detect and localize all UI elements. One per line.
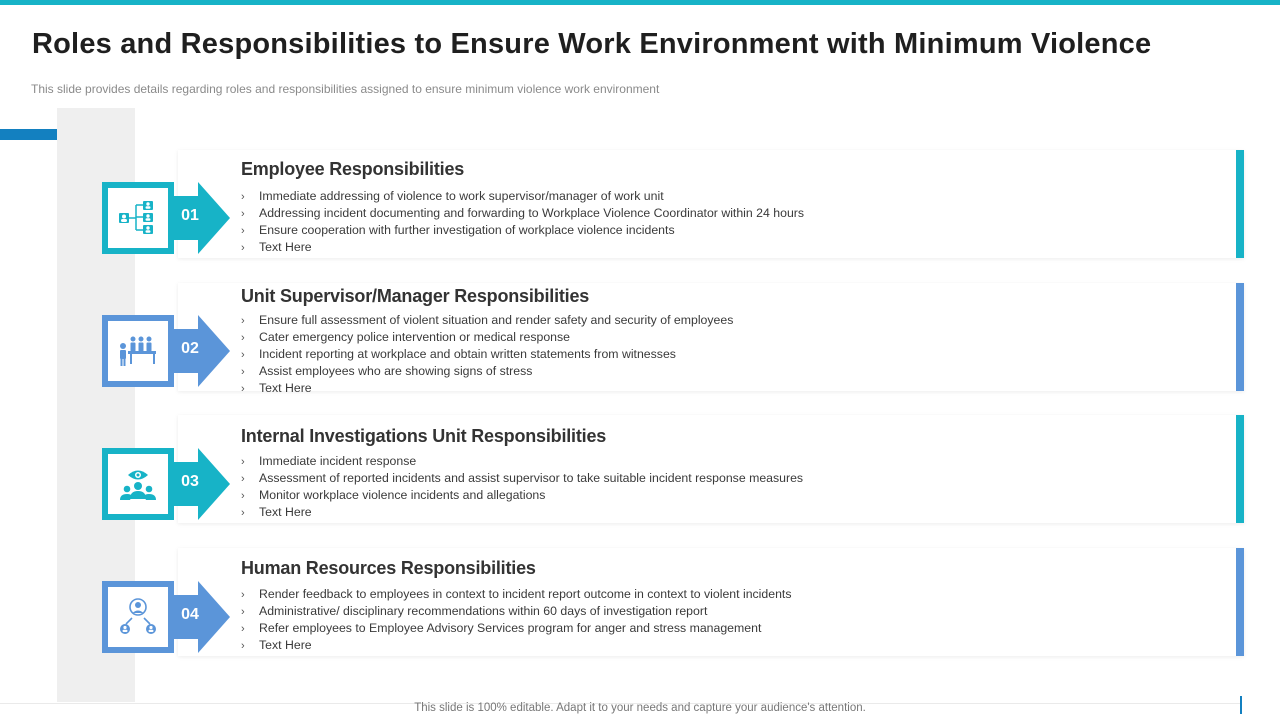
top-accent-bar: [0, 0, 1280, 5]
list-item: › Immediate incident response: [241, 454, 417, 468]
section-list: [241, 453, 803, 521]
list-item: › Text Here: [241, 638, 312, 652]
footer-note: This slide is 100% editable. Adapt it to your needs and capture your audience's attention.: [414, 702, 866, 714]
list-item: › Assist employees who are showing signs of stress: [241, 364, 533, 378]
page-title: Roles and Responsibilities to Ensure Work Environment with Minimum Violence: [32, 28, 1152, 60]
icon-frame: [102, 315, 174, 387]
eye-group-icon: [117, 463, 159, 505]
section-card-supervisor: [178, 283, 1244, 395]
section-list: [241, 312, 733, 397]
section-badge-03: [102, 448, 226, 520]
list-item: › Ensure cooperation with further investigation of workplace violence incidents: [241, 223, 675, 237]
section-badge-04: [102, 581, 226, 653]
icon-frame: [102, 182, 174, 254]
page-subtitle: This slide provides details regarding roles and responsibilities assigned to ensure minimum violence work environment: [31, 82, 660, 96]
card-edge-bar: [1236, 150, 1244, 258]
section-number: 02: [181, 340, 199, 357]
list-item: › Monitor workplace violence incidents and allegations: [241, 488, 546, 502]
hr-hierarchy-icon: [117, 596, 159, 638]
list-item: › Incident reporting at workplace and obtain written statements from witnesses: [241, 347, 676, 361]
list-item: › Text Here: [241, 240, 312, 254]
card-edge-bar: [1236, 548, 1244, 656]
section-title: Employee Responsibilities: [241, 159, 465, 179]
list-item: › Cater emergency police intervention or medical response: [241, 330, 570, 344]
list-item: › Refer employees to Employee Advisory Services program for anger and stress management: [241, 621, 762, 635]
section-list: [241, 586, 792, 654]
section-badge-01: [102, 182, 226, 254]
section-list: [241, 188, 804, 256]
card-edge-bar: [1236, 283, 1244, 391]
section-card-employee: [178, 150, 1244, 258]
org-network-icon: [117, 197, 159, 239]
icon-frame: [102, 581, 174, 653]
section-number: 04: [181, 606, 199, 623]
icon-frame: [102, 448, 174, 520]
list-item: › Addressing incident documenting and forwarding to Workplace Violence Coordinator within 24 hours: [241, 206, 805, 220]
list-item: › Administrative/ disciplinary recommendations within 60 days of investigation report: [241, 604, 708, 618]
section-number: 01: [181, 207, 199, 224]
list-item: › Render feedback to employees in context to incident report outcome in context to violent incidents: [241, 587, 792, 601]
section-title: Internal Investigations Unit Responsibilities: [241, 426, 607, 446]
list-item: › Ensure full assessment of violent situation and render safety and security of employees: [241, 313, 734, 327]
section-number: 03: [181, 473, 199, 490]
card-edge-bar: [1236, 415, 1244, 523]
list-item: › Text Here: [241, 505, 312, 519]
list-item: › Text Here: [241, 381, 312, 395]
section-title: Human Resources Responsibilities: [241, 558, 536, 578]
section-card-human-resources: [178, 548, 1244, 656]
section-badge-02: [102, 315, 226, 387]
list-item: › Assessment of reported incidents and assist supervisor to take suitable incident response measures: [241, 471, 804, 485]
team-meeting-icon: [117, 330, 159, 372]
section-title: Unit Supervisor/Manager Responsibilities: [241, 286, 590, 306]
section-card-investigations: [178, 415, 1244, 523]
list-item: › Immediate addressing of violence to work supervisor/manager of work unit: [241, 189, 664, 203]
